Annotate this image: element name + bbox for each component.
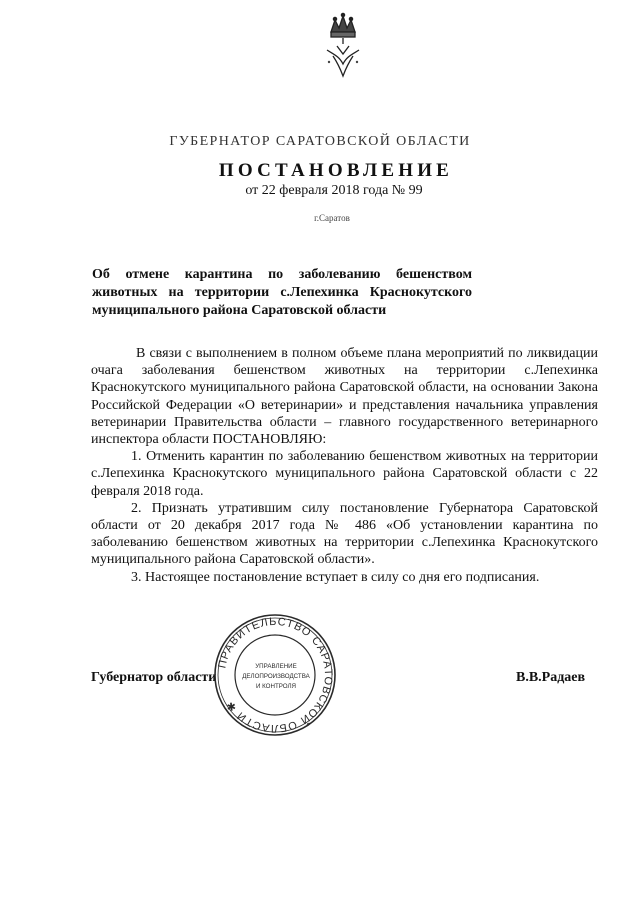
document-place: г.Саратов [314, 213, 350, 223]
crown-emblem-icon [303, 10, 383, 90]
svg-text:ДЕЛОПРОИЗВОДСТВА: ДЕЛОПРОИЗВОДСТВА [242, 673, 310, 680]
signatory-role: Губернатор области [91, 670, 217, 685]
svg-text:УПРАВЛЕНИЕ: УПРАВЛЕНИЕ [255, 663, 297, 670]
point-1: 1. Отменить карантин по заболеванию бешенством животных на территории с.Лепехинка Краснокутского муниципального района Саратовской области с 22 февраля 2018 года. [91, 449, 598, 499]
document-body [91, 345, 598, 586]
intro-paragraph: В связи с выполнением в полном объеме плана мероприятий по ликвидации очага заболевания бешенством животных на территории с.Лепехинка Краснокутского муниципального района Саратовской области, на основании Закона Российской Федерации «О ветеринарии» и представления начальника управления ветеринарии Правительства области – главного государственного ветеринарного инспектора области ПОСТАНОВЛЯЮ: [91, 346, 598, 448]
document-title: Об отмене карантина по заболеванию бешенством животных на территории с.Лепехинка Краснокутского муниципального района Саратовской области [92, 267, 472, 318]
svg-text:И КОНТРОЛЯ: И КОНТРОЛЯ [255, 683, 297, 690]
point-2: 2. Признать утратившим силу постановление Губернатора Саратовской области от 20 декабря 2017 года № 486 «Об установлении карантина по заболеванию бешенством животных на территории с.Лепехинка Краснокутского муниципального района Саратовской области». [91, 500, 598, 568]
svg-text:ПРАВИТЕЛЬСТВО САРАТОВСКОЙ ОБЛА: ПРАВИТЕЛЬСТВО САРАТОВСКОЙ ОБЛАСТИ ✱ [216, 615, 335, 735]
document-date-number: от 22 февраля 2018 года № 99 [245, 183, 423, 198]
document-type: ПОСТАНОВЛЕНИЕ [218, 160, 454, 181]
signatory-name: В.В.Радаев [516, 670, 586, 685]
official-seal-stamp [212, 612, 338, 738]
point-3: 3. Настоящее постановление вступает в силу со дня его подписания. [131, 569, 540, 585]
issuing-authority: ГУБЕРНАТОР САРАТОВСКОЙ ОБЛАСТИ [169, 134, 471, 149]
